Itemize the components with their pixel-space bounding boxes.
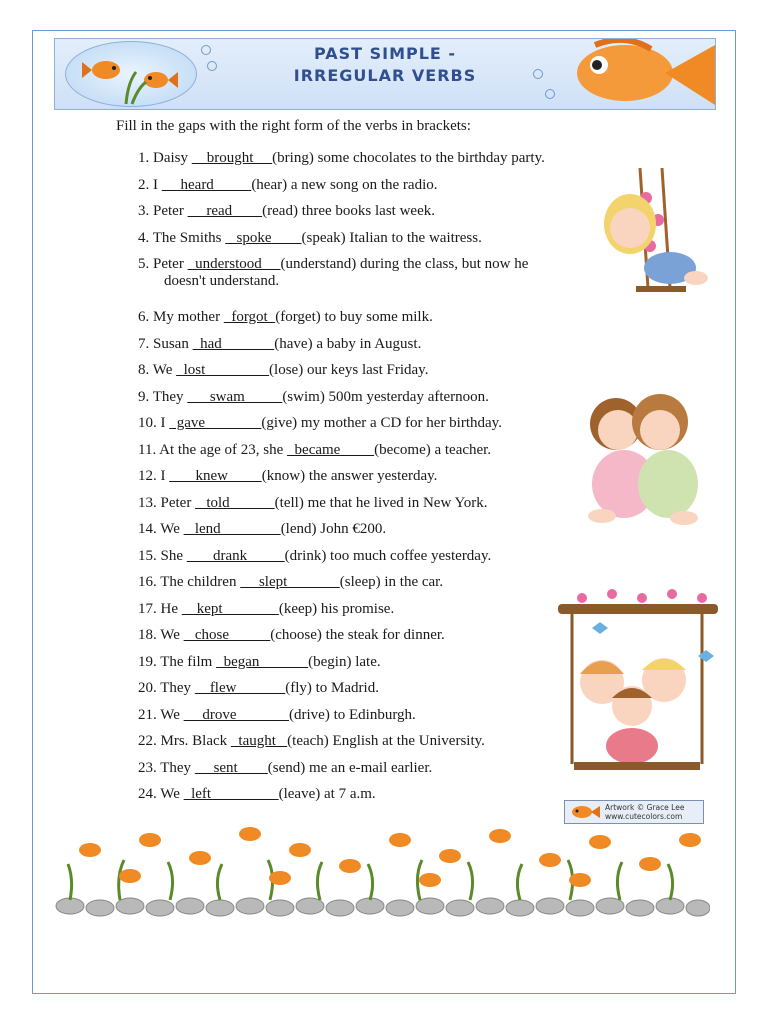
answer-blank[interactable]: lend — [183, 521, 281, 537]
exercise-item — [138, 150, 545, 177]
exercise-number: 19. — [138, 653, 157, 670]
exercise-text-before: We — [160, 627, 184, 643]
exercise-text-before: They — [160, 759, 195, 776]
exercise-text-after: (drive) to Edinburgh. — [289, 706, 416, 723]
exercise-text-before: Peter — [153, 256, 188, 272]
hugging-kids-illustration — [580, 392, 710, 527]
exercise-text-after: (read) three books last week. — [262, 203, 435, 219]
exercise-item — [138, 548, 545, 575]
exercise-number: 16. — [138, 574, 157, 590]
exercise-number: 1. — [138, 150, 150, 166]
fishbowl-fish-icon — [66, 42, 196, 106]
exercise-number: 8. — [138, 362, 150, 378]
answer-blank[interactable]: knew — [169, 468, 262, 484]
exercise-text-before: They — [152, 388, 188, 405]
answer-blank[interactable]: taught — [230, 733, 288, 749]
exercise-list — [138, 150, 545, 813]
exercise-text-after: (tell) me that he lived in New York. — [274, 494, 488, 511]
exercise-number: 2. — [138, 176, 150, 193]
exercise-text-before: Susan — [153, 335, 193, 352]
exercise-number: 12. — [138, 468, 157, 484]
exercise-number: 18. — [138, 627, 157, 643]
exercise-text-before: The film — [160, 653, 217, 670]
answer-blank[interactable]: kept — [181, 600, 279, 617]
answer-blank[interactable]: heard — [161, 176, 252, 193]
answer-blank[interactable]: understood — [187, 256, 281, 272]
exercise-text-before: I — [153, 176, 162, 193]
exercise-item — [138, 760, 545, 787]
exercise-text-after: (keep) his promise. — [278, 600, 395, 617]
exercise-text-before: Peter — [160, 494, 196, 511]
exercise-item — [138, 256, 545, 309]
exercise-text-after: (teach) English at the University. — [287, 733, 485, 749]
exercise-text-before: Mrs. Black — [160, 733, 231, 749]
bubble-icon — [545, 89, 555, 99]
credit-website: www.cutecolors.com — [605, 812, 683, 821]
page-title: PAST SIMPLE - IRREGULAR VERBS — [293, 44, 477, 85]
answer-blank[interactable]: left — [183, 786, 279, 802]
exercise-item — [138, 442, 545, 469]
exercise-text-after: (know) the answer yesterday. — [261, 468, 438, 484]
exercise-text-after: (lose) our keys last Friday. — [269, 362, 429, 378]
answer-blank[interactable]: told — [195, 494, 275, 511]
exercise-text-before: He — [160, 600, 182, 617]
exercise-number: 5. — [138, 256, 150, 272]
answer-blank[interactable]: forgot — [223, 309, 276, 325]
exercise-number: 11. — [138, 441, 157, 458]
exercise-text-before: We — [160, 521, 184, 537]
exercise-item — [138, 786, 545, 813]
answer-blank[interactable]: had — [192, 335, 275, 352]
exercise-text-after: (begin) late. — [308, 653, 381, 670]
answer-blank[interactable]: chose — [183, 627, 271, 643]
goldfish-icon — [569, 804, 601, 820]
exercise-text-before: At the age of 23, she — [159, 441, 288, 458]
exercise-text-after: (sleep) in the car. — [339, 574, 444, 590]
exercise-item — [138, 680, 545, 707]
exercise-item — [138, 203, 545, 230]
exercise-text-before: Peter — [153, 203, 188, 219]
answer-blank[interactable]: became — [287, 441, 375, 458]
exercise-text-after: (choose) the steak for dinner. — [270, 627, 445, 643]
exercise-text-before: They — [160, 680, 195, 696]
answer-blank[interactable]: read — [187, 203, 263, 219]
exercise-text-before: My mother — [153, 309, 224, 325]
exercise-number: 13. — [138, 494, 157, 511]
answer-blank[interactable]: drove — [183, 706, 290, 723]
exercise-text-after: (bring) some chocolates to the birthday party. — [272, 150, 545, 166]
exercise-text-before: I — [160, 468, 170, 484]
exercise-number: 21. — [138, 706, 157, 723]
exercise-text-after: (understand) during the class, but now he — [280, 256, 529, 272]
exercise-item — [138, 177, 545, 204]
exercise-item — [138, 707, 545, 734]
answer-blank[interactable]: gave — [169, 415, 262, 431]
exercise-item — [138, 415, 545, 442]
answer-blank[interactable]: sent — [194, 759, 268, 776]
bubble-icon — [201, 45, 211, 55]
instructions: Fill in the gaps with the right form of the verbs in brackets: — [116, 118, 471, 134]
answer-blank[interactable]: swam — [187, 388, 283, 405]
exercise-item — [138, 336, 545, 363]
exercise-text-continued: doesn't understand. — [164, 273, 280, 289]
exercise-item — [138, 468, 545, 495]
title-banner — [54, 38, 716, 110]
exercise-item — [138, 389, 545, 416]
exercise-number: 15. — [138, 547, 157, 564]
goldfish-icon — [555, 39, 715, 109]
exercise-number: 22. — [138, 733, 157, 749]
exercise-text-after: (lend) John €200. — [280, 521, 387, 537]
answer-blank[interactable]: slept — [240, 574, 340, 590]
exercise-number: 3. — [138, 203, 150, 219]
exercise-item — [138, 654, 545, 681]
exercise-item — [138, 495, 545, 522]
exercise-text-before: Daisy — [153, 150, 192, 166]
answer-blank[interactable]: brought — [191, 150, 273, 166]
exercise-text-before: The Smiths — [152, 229, 226, 246]
exercise-number: 20. — [138, 680, 157, 696]
exercise-number: 17. — [138, 600, 157, 617]
exercise-text-before: We — [160, 706, 184, 723]
goldfish-garden-border — [50, 820, 710, 920]
bubble-icon — [207, 61, 217, 71]
exercise-item — [138, 230, 545, 257]
exercise-text-after: (give) my mother a CD for her birthday. — [261, 415, 502, 431]
answer-blank[interactable]: drank — [186, 547, 285, 564]
answer-blank[interactable]: lost — [176, 362, 270, 378]
exercise-item — [138, 521, 545, 548]
exercise-number: 9. — [138, 388, 150, 405]
exercise-item — [138, 309, 545, 336]
answer-blank[interactable]: spoke — [225, 229, 302, 246]
exercise-text-after: (speak) Italian to the waitress. — [301, 229, 482, 246]
exercise-text-before: The children — [160, 574, 241, 590]
credit-artist: Artwork © Grace Lee — [605, 803, 685, 812]
exercise-item — [138, 362, 545, 389]
exercise-text-before: I — [160, 415, 170, 431]
exercise-item — [138, 733, 545, 760]
girl-on-swing-illustration — [600, 168, 720, 313]
exercise-text-after: (become) a teacher. — [374, 441, 492, 458]
exercise-text-after: (send) me an e-mail earlier. — [267, 759, 433, 776]
answer-blank[interactable]: began — [216, 653, 309, 670]
exercise-number: 14. — [138, 521, 157, 537]
kids-on-swing-illustration — [552, 578, 722, 778]
exercise-text-after: (leave) at 7 a.m. — [278, 786, 376, 802]
exercise-number: 7. — [138, 335, 150, 352]
exercise-item — [138, 627, 545, 654]
exercise-text-after: (have) a baby in August. — [274, 335, 422, 352]
bubble-icon — [533, 69, 543, 79]
exercise-number: 24. — [138, 786, 157, 802]
exercise-number: 10. — [138, 415, 157, 431]
answer-blank[interactable]: flew — [194, 680, 286, 696]
exercise-text-after: (swim) 500m yesterday afternoon. — [282, 388, 489, 405]
exercise-number: 23. — [138, 759, 157, 776]
exercise-item — [138, 574, 545, 601]
exercise-text-before: We — [160, 786, 184, 802]
exercise-number: 4. — [138, 229, 150, 246]
fishbowl-illustration — [65, 41, 197, 107]
exercise-text-after: (fly) to Madrid. — [285, 680, 379, 696]
exercise-item — [138, 601, 545, 628]
exercise-number: 6. — [138, 309, 150, 325]
exercise-text-after: (drink) too much coffee yesterday. — [284, 547, 492, 564]
exercise-text-before: We — [152, 362, 177, 378]
exercise-text-after: (forget) to buy some milk. — [275, 309, 433, 325]
exercise-text-before: She — [160, 547, 187, 564]
exercise-text-after: (hear) a new song on the radio. — [251, 176, 438, 193]
